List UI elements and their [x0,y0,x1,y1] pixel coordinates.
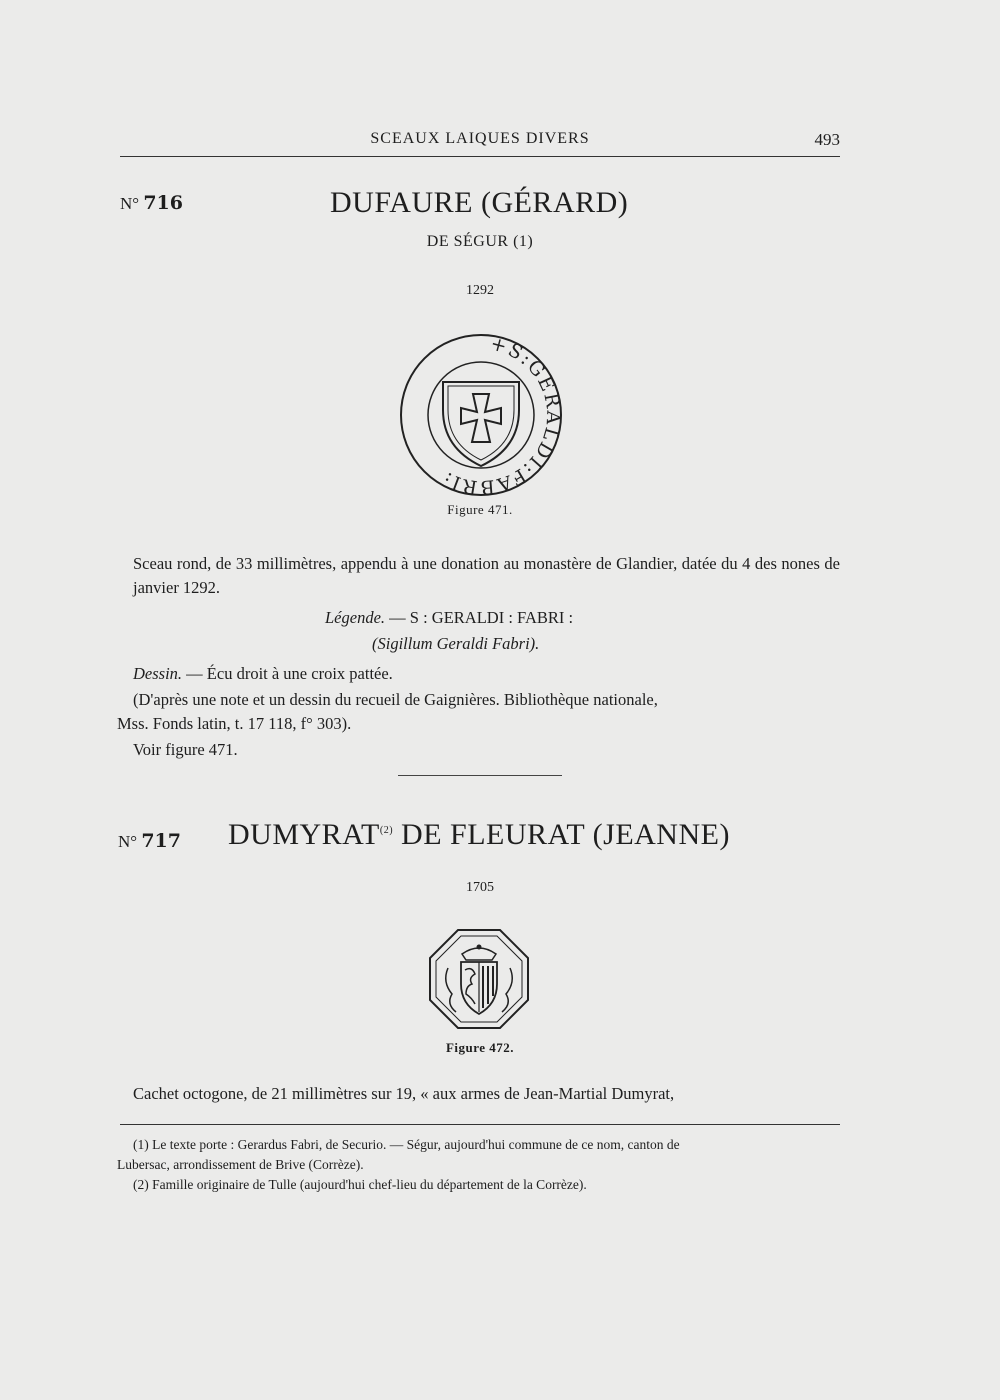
entry-number-prefix: N° [118,832,138,851]
entry-number-value: 717 [141,830,181,852]
title-part-2: DE FLEURAT (JEANNE) [393,818,730,851]
svg-text:+S:GERALDI:FABRI:: +S:GERALDI:FABRI: [437,332,564,498]
entry-number-value: 716 [143,192,183,214]
legende-expansion-text: (Sigillum Geraldi Fabri). [372,634,540,653]
entry-716-source-line-1: (D'après une note et un dessin du recueil de Gaignières. Bibliothèque nationale, [133,690,658,709]
page-number: 493 [814,130,840,149]
entry-716-dessin [133,662,393,686]
entry-717-title [228,818,730,852]
figure-472-caption: Figure 472. [445,1040,515,1055]
title-footnote-ref: (2) [379,825,394,836]
entry-716-subtitle: DE SÉGUR (1) [426,233,534,250]
footnote-1-line-1: (1) Le texte porte : Gerardus Fabri, de Securio. — Ségur, aujourd'hui commune de ce nom, canton de [133,1137,680,1152]
running-title: SCEAUX LAIQUES DIVERS [370,130,590,147]
header-rule [120,156,840,157]
entry-717-description: Cachet octogone, de 21 millimètres sur 19, « aux armes de Jean-Martial Dumyrat, [133,1084,675,1103]
octagonal-seal-figure [428,928,530,1030]
round-seal-image [398,332,564,498]
dessin-label: Dessin. [133,664,183,683]
entry-716-legende [325,606,573,630]
entry-716-description: Sceau rond, de 33 millimètres, appendu à une donation au monastère de Glandier, datée du 4 des nones de janvier 1292. [133,554,840,597]
footnote-rule [120,1124,840,1125]
section-divider [398,775,562,776]
round-seal-figure [398,332,564,498]
entry-717-number [118,830,181,852]
entry-716-date: 1292 [466,283,494,298]
octagonal-seal-image [428,928,530,1030]
legende-label: Légende. [325,608,386,627]
entry-716-title: DUFAURE (GÉRARD) [330,186,629,219]
entry-716-legende-expansion [372,632,539,656]
entry-number-prefix: N° [120,194,140,213]
running-header [120,128,840,152]
legende-text: — S : GERALDI : FABRI : [385,608,574,627]
footnote-1-line-2: Lubersac, arrondissement de Brive (Corrèze). [117,1157,364,1172]
dessin-text: — Écu droit à une croix pattée. [182,664,393,683]
entry-716-voir: Voir figure 471. [133,740,238,759]
title-part-1: DUMYRAT [228,818,380,851]
entry-716-number [120,192,183,214]
figure-471-caption: Figure 471. [447,502,513,517]
entry-717-date: 1705 [466,880,494,895]
entry-716-source-line-2: Mss. Fonds latin, t. 17 118, f° 303). [117,714,352,733]
footnote-2: (2) Famille originaire de Tulle (aujourd'hui chef-lieu du département de la Corrèze). [133,1177,587,1192]
